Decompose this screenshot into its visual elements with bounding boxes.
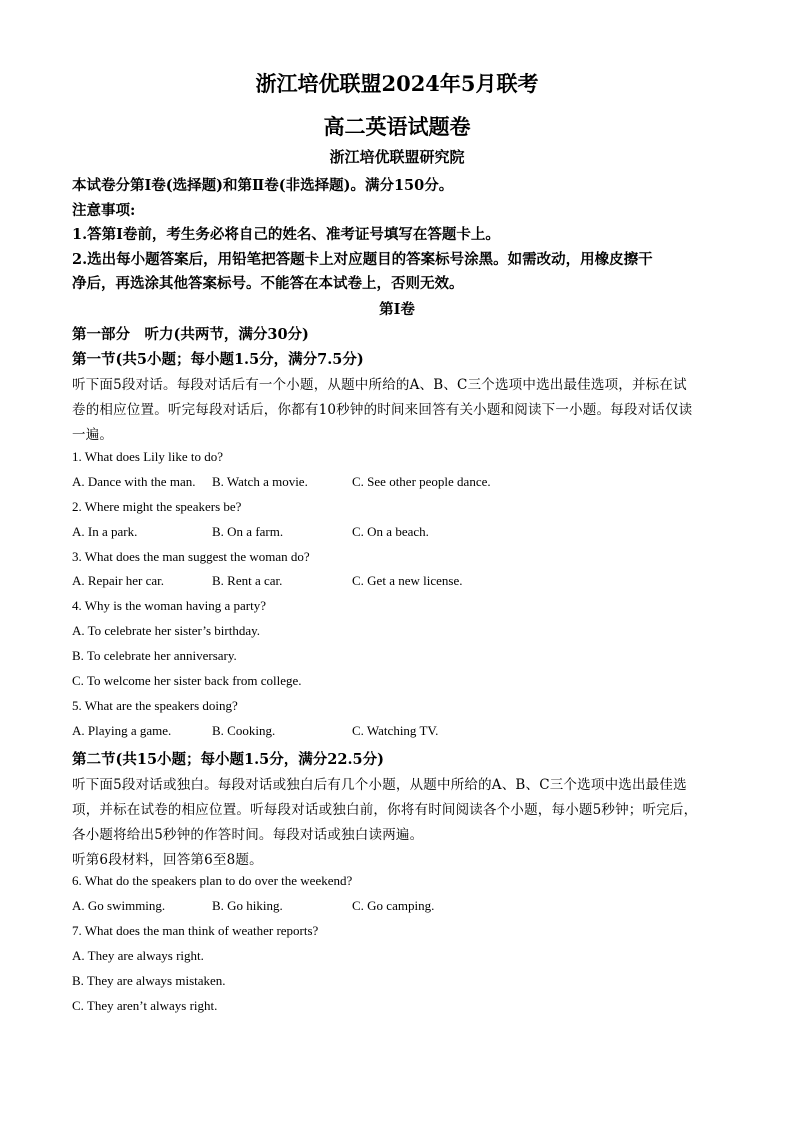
volume-heading: 第Ⅰ卷	[379, 301, 415, 318]
question-1-option-a: A. Dance with the man.	[72, 474, 196, 489]
question-5-option-b: B. Cooking.	[212, 723, 276, 738]
question-6-option-c: C. Go camping.	[352, 898, 435, 913]
material-note: 听第6段材料，回答第6至8题。	[72, 852, 263, 868]
question-4-option-b: B. To celebrate her anniversary.	[72, 648, 237, 663]
question-7-stem: 7. What does the man think of weather reports?	[72, 923, 319, 938]
section2-heading: 第二节(共15小题；每小题1.5分，满分22.5分)	[72, 751, 384, 768]
question-5-stem: 5. What are the speakers doing?	[72, 698, 238, 713]
question-2-option-a: A. In a park.	[72, 524, 138, 539]
question-7-option-a: A. They are always right.	[72, 948, 204, 963]
exam-organization: 浙江培优联盟研究院	[329, 148, 465, 166]
question-2-option-c: C. On a beach.	[352, 524, 429, 539]
question-7-option-b: B. They are always mistaken.	[72, 973, 226, 988]
question-2-option-b: B. On a farm.	[212, 524, 284, 539]
question-1-stem: 1. What does Lily like to do?	[72, 449, 224, 464]
question-3-option-c: C. Get a new license.	[352, 573, 463, 588]
exam-subtitle: 高二英语试题卷	[323, 114, 471, 139]
part1-heading: 第一部分 听力(共两节，满分30分)	[72, 326, 309, 343]
section1-instructions-line-2: 卷的相应位置。听完每段对话后，你都有10秒钟的时间来回答有关小题和阅读下一小题。每段对话仅读	[72, 402, 693, 418]
question-3-option-b: B. Rent a car.	[212, 573, 283, 588]
question-1-option-c: C. See other people dance.	[352, 474, 491, 489]
notice-heading: 注意事项:	[72, 202, 136, 219]
section1-instructions-line-1: 听下面5段对话。每段对话后有一个小题，从题中所给的A、B、C三个选项中选出最佳选项，并标在试	[72, 377, 687, 393]
question-3-option-a: A. Repair her car.	[72, 573, 165, 588]
question-5-option-a: A. Playing a game.	[72, 723, 172, 738]
section1-heading: 第一节(共5小题；每小题1.5分，满分7.5分)	[72, 351, 364, 368]
question-7-option-c: C. They aren’t always right.	[72, 998, 218, 1013]
exam-title: 浙江培优联盟2024年5月联考	[255, 71, 539, 96]
question-1-option-b: B. Watch a movie.	[212, 474, 308, 489]
exam-intro: 本试卷分第Ⅰ卷(选择题)和第Ⅱ卷(非选择题)。满分150分。	[72, 177, 454, 194]
question-4-stem: 4. Why is the woman having a party?	[72, 598, 266, 613]
question-5-option-c: C. Watching TV.	[352, 723, 439, 738]
notice-item-2-line-1: 2.选出每小题答案后，用铅笔把答题卡上对应题目的答案标号涂黑。如需改动，用橡皮擦干	[72, 251, 653, 268]
question-2-stem: 2. Where might the speakers be?	[72, 499, 242, 514]
notice-item-2-line-2: 净后，再选涂其他答案标号。不能答在本试卷上，否则无效。	[72, 275, 464, 292]
question-3-stem: 3. What does the man suggest the woman do?	[72, 549, 310, 564]
question-6-option-b: B. Go hiking.	[212, 898, 283, 913]
question-4-option-c: C. To welcome her sister back from college.	[72, 673, 302, 688]
section1-instructions-line-3: 一遍。	[72, 427, 114, 443]
section2-instructions-line-2: 项，并标在试卷的相应位置。听每段对话或独白前，你将有时间阅读各个小题，每小题5秒钟；听完后，	[72, 802, 698, 818]
question-6-stem: 6. What do the speakers plan to do over the weekend?	[72, 873, 353, 888]
section2-instructions-line-3: 各小题将给出5秒钟的作答时间。每段对话或独白读两遍。	[72, 827, 424, 843]
section2-instructions-line-1: 听下面5段对话或独白。每段对话或独白后有几个小题，从题中所给的A、B、C三个选项中选出最佳选	[72, 777, 687, 793]
question-6-option-a: A. Go swimming.	[72, 898, 166, 913]
notice-item-1: 1.答第Ⅰ卷前，考生务必将自己的姓名、准考证号填写在答题卡上。	[72, 226, 500, 243]
question-4-option-a: A. To celebrate her sister’s birthday.	[72, 623, 261, 638]
